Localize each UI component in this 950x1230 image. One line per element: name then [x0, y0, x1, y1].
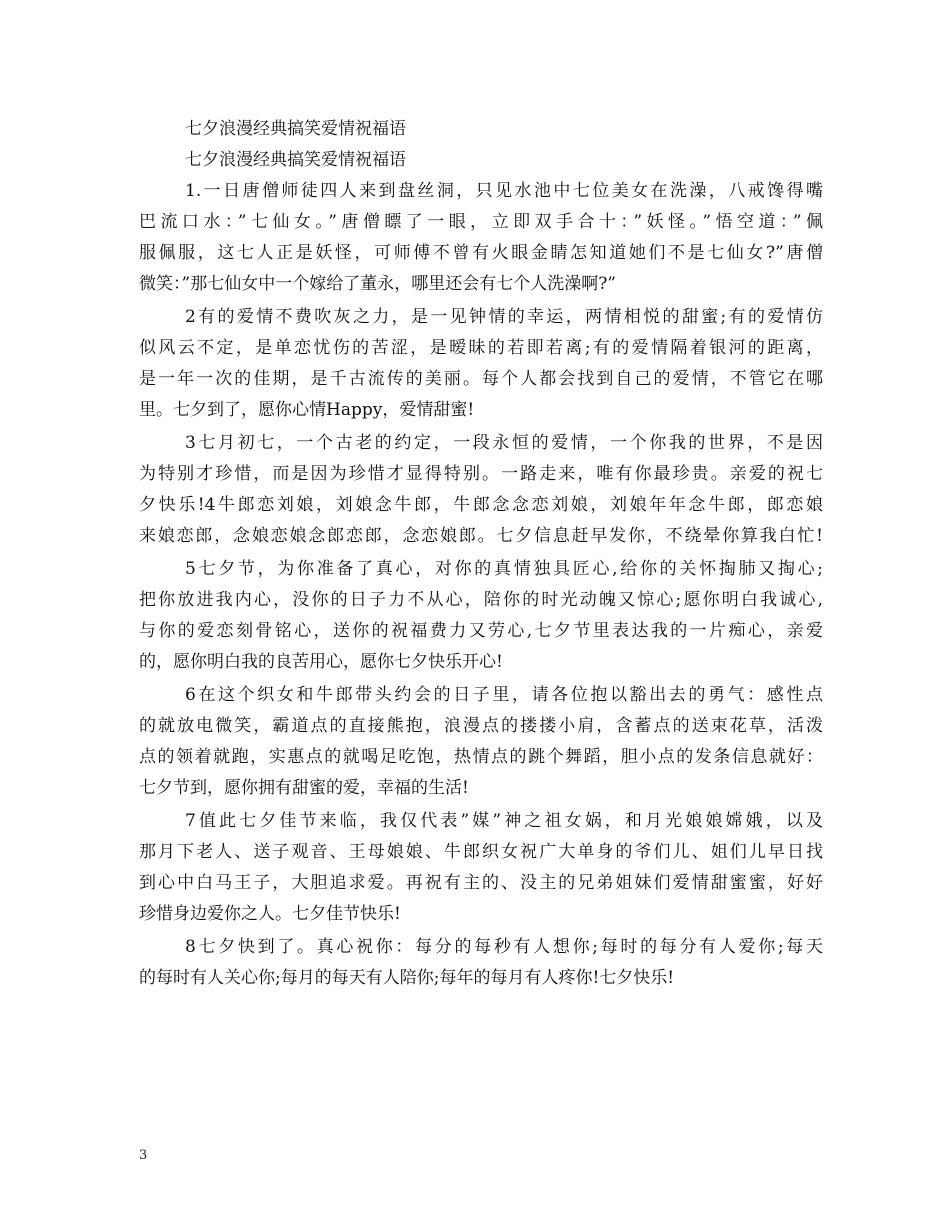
paragraph-line: 3七月初七，一个古老的约定，一段永恒的爱情，一个你我的世界，不是因	[185, 433, 823, 453]
paragraph-line: 夕快乐!4牛郎恋刘娘，刘娘念牛郎，牛郎念念恋刘娘，刘娘年年念牛郎，郎恋娘	[139, 495, 823, 515]
paragraph-3	[139, 428, 823, 552]
paragraph-line: 7值此七夕佳节来临，我仅代表”媒”神之祖女娲，和月光娘娘嫦娥，以及	[185, 811, 823, 831]
paragraph-6	[139, 806, 823, 930]
paragraph-line: 服佩服，这七人正是妖怪，可师傅不曾有火眼金睛怎知道她们不是七仙女?”唐僧	[139, 243, 823, 263]
page-number: 3	[139, 1148, 148, 1163]
paragraph-5	[139, 680, 823, 804]
paragraph-line: 里。七夕到了，愿你心情Happy，爱情甜蜜!	[139, 400, 475, 420]
paragraph-line: 珍惜身边爱你之人。七夕佳节快乐!	[139, 904, 401, 924]
paragraph-line: 的，愿你明白我的良苦用心，愿你七夕快乐开心!	[139, 652, 503, 672]
paragraph-line: 5七夕节，为你准备了真心，对你的真情独具匠心,给你的关怀掏肺又掏心;	[185, 559, 823, 579]
document-title: 七夕浪漫经典搞笑爱情祝福语	[185, 119, 406, 139]
paragraph-line: 把你放进我内心，没你的日子力不从心，陪你的时光动魄又惊心;愿你明白我诚心,	[139, 590, 823, 610]
paragraph-line: 那月下老人、送子观音、王母娘娘、牛郎织女祝广大单身的爷们儿、姐们儿早日找	[139, 842, 823, 862]
paragraph-4	[139, 554, 823, 678]
paragraph-line: 七夕节到，愿你拥有甜蜜的爱，幸福的生活!	[139, 778, 469, 798]
paragraph-line: 与你的爱恋刻骨铭心，送你的祝福费力又劳心,七夕节里表达我的一片痴心，亲爱	[139, 621, 823, 641]
paragraph-line: 似风云不定，是单恋忧伤的苦涩，是暧昧的若即若离;有的爱情隔着银河的距离，	[139, 338, 823, 358]
paragraph-line: 是一年一次的佳期，是千古流传的美丽。每个人都会找到自己的爱情，不管它在哪	[139, 369, 823, 389]
paragraph-7	[139, 932, 823, 994]
paragraph-line: 来娘恋郎，念娘恋娘念郎恋郎，念恋娘郎。七夕信息赶早发你，不绕晕你算我白忙!	[139, 526, 823, 546]
paragraph-line: 的就放电微笑，霸道点的直接熊抱，浪漫点的搂搂小肩，含蓄点的送束花草，活泼	[139, 716, 823, 736]
paragraph-line: 6在这个织女和牛郎带头约会的日子里，请各位抱以豁出去的勇气：感性点	[185, 685, 823, 705]
paragraph-line: 8七夕快到了。真心祝你：每分的每秒有人想你;每时的每分有人爱你;每天	[185, 937, 823, 957]
paragraph-line: 微笑：”那七仙女中一个嫁给了董永，哪里还会有七个人洗澡啊?”	[139, 274, 616, 294]
paragraph-2	[139, 302, 823, 426]
document-body	[139, 114, 823, 994]
paragraph-line: 巴流口水：”七仙女。”唐僧瞟了一眼，立即双手合十：”妖怪。”悟空道：”佩	[139, 212, 823, 232]
paragraph-line: 1.一日唐僧师徒四人来到盘丝洞，只见水池中七位美女在洗澡，八戒馋得嘴	[185, 181, 823, 201]
paragraph-1	[139, 176, 823, 300]
paragraph-line: 2有的爱情不费吹灰之力，是一见钟情的幸运，两情相悦的甜蜜;有的爱情仿	[185, 307, 823, 327]
paragraph-line: 为特别才珍惜，而是因为珍惜才显得特别。一路走来，唯有你最珍贵。亲爱的祝七	[139, 464, 823, 484]
paragraph-line: 到心中白马王子，大胆追求爱。再祝有主的、没主的兄弟姐妹们爱情甜蜜蜜，好好	[139, 873, 823, 893]
paragraph-line: 点的领着就跑，实惠点的就喝足吃饱，热情点的跳个舞蹈，胆小点的发条信息就好：	[139, 747, 823, 767]
paragraph-line: 的每时有人关心你;每月的每天有人陪你;每年的每月有人疼你!七夕快乐!	[139, 968, 675, 988]
document-subtitle: 七夕浪漫经典搞笑爱情祝福语	[185, 150, 406, 170]
